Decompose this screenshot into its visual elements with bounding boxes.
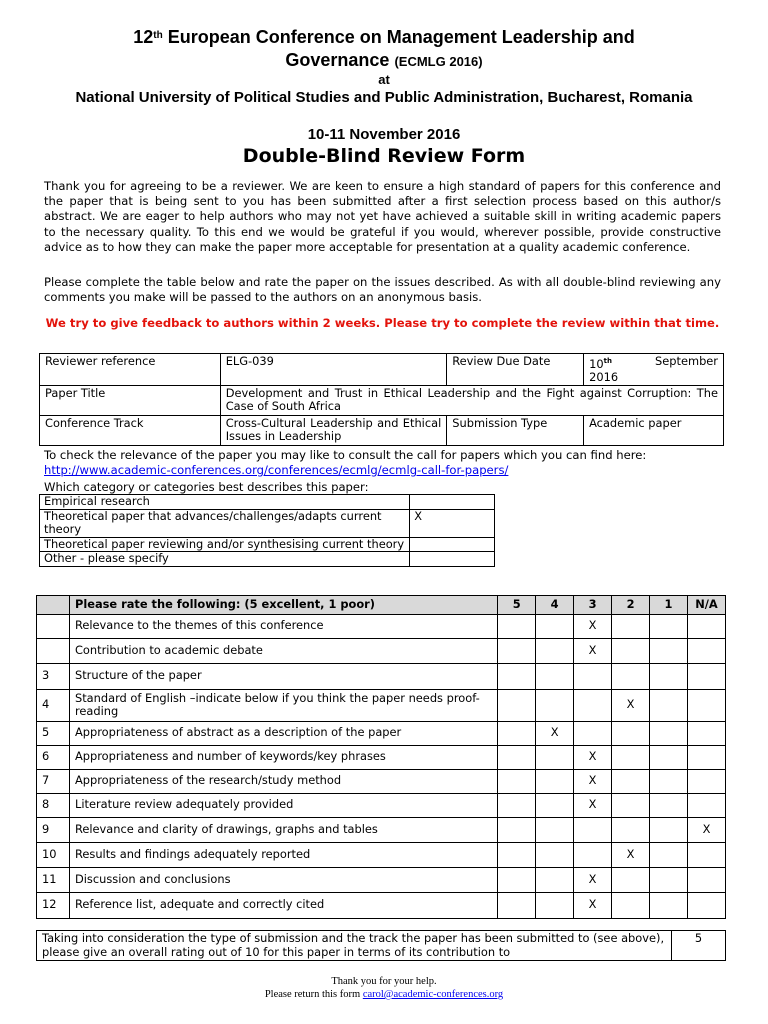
rating-cell[interactable] — [574, 721, 612, 745]
title-ordinal: th — [153, 30, 163, 41]
rating-cell[interactable] — [498, 793, 536, 817]
category-mark[interactable]: X — [410, 509, 495, 537]
rating-cell[interactable] — [536, 892, 574, 918]
contact-email-link[interactable]: carol@academic-conferences.org — [362, 989, 504, 1000]
rating-cell[interactable]: X — [612, 689, 650, 721]
category-mark[interactable] — [410, 552, 495, 567]
rating-cell[interactable] — [612, 892, 650, 918]
rating-cell[interactable] — [687, 867, 725, 892]
rating-cell[interactable] — [498, 892, 536, 918]
rating-header: Please rate the following: (5 excellent, 1 poor) — [69, 596, 497, 615]
return-text: Please return this form — [264, 989, 361, 1000]
rating-cell[interactable] — [612, 817, 650, 842]
rating-cell[interactable] — [650, 721, 688, 745]
rating-col-5: 5 — [498, 596, 536, 615]
rating-criterion: Results and findings adequately reported — [69, 842, 497, 867]
rating-cell[interactable] — [498, 721, 536, 745]
relevance-instruction: To check the relevance of the paper you may like to consult the call for papers which you can find here: — [44, 448, 647, 462]
rating-cell[interactable] — [498, 769, 536, 793]
rating-cell[interactable] — [536, 638, 574, 663]
due-date-label: Review Due Date — [447, 354, 584, 386]
overall-rating-table — [36, 930, 726, 961]
rating-cell[interactable] — [498, 867, 536, 892]
title-line1: European Conference on Management Leadership and — [167, 27, 635, 47]
call-for-papers-link[interactable]: http://www.academic-conferences.org/conferences/ecmlg/ecmlg-call-for-papers/ — [44, 463, 509, 477]
rating-col-1: 1 — [650, 596, 688, 615]
rating-criterion: Appropriateness and number of keywords/key phrases — [69, 745, 497, 769]
rating-cell[interactable] — [498, 745, 536, 769]
rating-cell[interactable] — [536, 745, 574, 769]
due-day: 10 — [589, 356, 604, 371]
rating-row-number: 3 — [37, 663, 70, 689]
category-mark[interactable] — [410, 495, 495, 510]
rating-row — [37, 614, 726, 638]
rating-row — [37, 721, 726, 745]
footer-return — [0, 988, 768, 1001]
rating-cell[interactable] — [574, 817, 612, 842]
title-number: 12 — [133, 27, 154, 47]
rating-cell[interactable] — [574, 663, 612, 689]
title-abbr: (ECMLG 2016) — [394, 54, 483, 69]
rating-cell[interactable] — [687, 842, 725, 867]
reviewer-ref-value[interactable]: ELG-039 — [220, 354, 447, 386]
rating-cell[interactable] — [687, 663, 725, 689]
rating-cell[interactable] — [650, 614, 688, 638]
rating-cell[interactable] — [536, 614, 574, 638]
rating-criterion: Relevance and clarity of drawings, graphs and tables — [69, 817, 497, 842]
rating-row — [37, 638, 726, 663]
rating-cell[interactable] — [612, 721, 650, 745]
table-row — [40, 509, 495, 537]
table-row — [40, 552, 495, 567]
rating-criterion: Discussion and conclusions — [69, 867, 497, 892]
rating-table — [36, 595, 726, 919]
category-question: Which category or categories best describes this paper: — [44, 480, 369, 494]
rating-cell[interactable]: X — [574, 769, 612, 793]
rating-cell[interactable] — [687, 793, 725, 817]
rating-row-number: 12 — [37, 892, 70, 918]
rating-row-number: 8 — [37, 793, 70, 817]
rating-row-number — [37, 614, 70, 638]
rating-row — [37, 842, 726, 867]
rating-row — [37, 793, 726, 817]
due-month: September — [655, 354, 718, 368]
rating-cell[interactable] — [498, 842, 536, 867]
rating-cell[interactable] — [650, 892, 688, 918]
category-mark[interactable] — [410, 537, 495, 552]
rating-criterion: Appropriateness of abstract as a description of the paper — [69, 721, 497, 745]
rating-row-number: 5 — [37, 721, 70, 745]
rating-cell[interactable]: X — [574, 867, 612, 892]
footer-thanks: Thank you for your help. — [331, 976, 437, 987]
rating-cell[interactable] — [687, 638, 725, 663]
rating-cell[interactable] — [650, 817, 688, 842]
rating-cell[interactable]: X — [536, 721, 574, 745]
reviewer-ref-label: Reviewer reference — [40, 354, 221, 386]
rating-cell[interactable] — [650, 769, 688, 793]
rating-header-row — [37, 596, 726, 615]
rating-cell[interactable] — [687, 614, 725, 638]
rating-cell[interactable]: X — [574, 614, 612, 638]
rating-cell[interactable] — [612, 867, 650, 892]
rating-row — [37, 817, 726, 842]
rating-col-3: 3 — [574, 596, 612, 615]
category-label: Theoretical paper reviewing and/or synthesising current theory — [40, 537, 410, 552]
rating-cell[interactable] — [498, 689, 536, 721]
rating-cell[interactable] — [650, 867, 688, 892]
rating-num-header — [37, 596, 70, 615]
rating-cell[interactable]: X — [574, 745, 612, 769]
rating-row-number — [37, 638, 70, 663]
rating-cell[interactable] — [498, 638, 536, 663]
university-name: National University of Political Studies and Public Administration, Bucharest, Romania — [75, 89, 693, 106]
rating-cell[interactable]: X — [687, 817, 725, 842]
overall-score[interactable]: 5 — [672, 931, 726, 961]
rating-cell[interactable] — [612, 614, 650, 638]
rating-cell[interactable] — [536, 817, 574, 842]
rating-cell[interactable] — [612, 745, 650, 769]
rating-cell[interactable] — [687, 689, 725, 721]
track-label: Conference Track — [40, 415, 221, 445]
rating-cell[interactable] — [687, 769, 725, 793]
paper-title-label: Paper Title — [40, 385, 221, 415]
rating-col-4: 4 — [536, 596, 574, 615]
rating-cell[interactable] — [650, 689, 688, 721]
conference-title — [30, 26, 738, 73]
rating-row-number: 9 — [37, 817, 70, 842]
rating-cell[interactable] — [687, 892, 725, 918]
rating-cell[interactable] — [687, 745, 725, 769]
submission-type-label: Submission Type — [447, 415, 584, 445]
paper-details-table — [39, 353, 724, 446]
rating-cell[interactable] — [536, 769, 574, 793]
rating-cell[interactable] — [650, 842, 688, 867]
category-label: Other - please specify — [40, 552, 410, 567]
intro-paragraph-1: Thank you for agreeing to be a reviewer. We are keen to ensure a high standard of papers for this conference and the paper that is being sent to you has been submitted after a first selection process based on this author/s abstract. We are eager to help authors who may not yet have achieved a suitable skill in writing academic papers to the necessary quality. To this end we would be grateful if you would, wherever possible, provide constructive advice as to how they can make the paper more acceptable for presentation at a quality academic conference. — [44, 179, 721, 254]
rating-row-number: 4 — [37, 689, 70, 721]
rating-criterion: Literature review adequately provided — [69, 793, 497, 817]
rating-row-number: 7 — [37, 769, 70, 793]
rating-row — [37, 867, 726, 892]
table-row — [40, 354, 724, 386]
rating-cell[interactable] — [650, 663, 688, 689]
rating-cell[interactable] — [574, 689, 612, 721]
rating-row — [37, 892, 726, 918]
table-row — [40, 385, 724, 415]
rating-criterion: Reference list, adequate and correctly cited — [69, 892, 497, 918]
track-value[interactable]: Cross-Cultural Leadership and Ethical Issues in Leadership — [220, 415, 447, 445]
rating-cell[interactable]: X — [574, 892, 612, 918]
rating-cell[interactable] — [687, 721, 725, 745]
rating-cell[interactable] — [574, 842, 612, 867]
rating-criterion: Structure of the paper — [69, 663, 497, 689]
category-table — [39, 494, 495, 567]
due-date-value[interactable] — [584, 354, 724, 386]
rating-cell[interactable]: X — [612, 842, 650, 867]
due-year: 2016 — [589, 369, 619, 384]
rating-criterion: Standard of English –indicate below if you think the paper needs proof-reading — [69, 689, 497, 721]
table-row — [40, 495, 495, 510]
rating-cell[interactable]: X — [574, 638, 612, 663]
conference-dates: 10-11 November 2016 — [307, 126, 461, 143]
form-title: Double-Blind Review Form — [242, 145, 526, 167]
table-row — [37, 931, 726, 961]
rating-criterion: Relevance to the themes of this conference — [69, 614, 497, 638]
rating-cell[interactable] — [612, 769, 650, 793]
rating-cell[interactable] — [612, 793, 650, 817]
rating-cell[interactable] — [536, 842, 574, 867]
rating-cell[interactable] — [498, 614, 536, 638]
rating-cell[interactable] — [536, 663, 574, 689]
submission-type-value[interactable]: Academic paper — [584, 415, 724, 445]
rating-cell[interactable] — [536, 867, 574, 892]
rating-row-number: 11 — [37, 867, 70, 892]
rating-row — [37, 745, 726, 769]
at-label: at — [378, 72, 390, 87]
rating-row — [37, 689, 726, 721]
rating-cell[interactable] — [650, 638, 688, 663]
rating-cell[interactable] — [498, 817, 536, 842]
table-row — [40, 415, 724, 445]
rating-cell[interactable]: X — [574, 793, 612, 817]
rating-row — [37, 769, 726, 793]
rating-row — [37, 663, 726, 689]
rating-row-number: 6 — [37, 745, 70, 769]
feedback-notice: We try to give feedback to authors within 2 weeks. Please try to complete the review within that time. — [45, 316, 720, 330]
rating-cell[interactable] — [536, 689, 574, 721]
rating-criterion: Appropriateness of the research/study method — [69, 769, 497, 793]
table-row — [40, 537, 495, 552]
rating-row-number: 10 — [37, 842, 70, 867]
rating-col-na: N/A — [687, 596, 725, 615]
rating-cell[interactable] — [536, 793, 574, 817]
rating-cell[interactable] — [650, 745, 688, 769]
rating-cell[interactable] — [498, 663, 536, 689]
rating-cell[interactable] — [612, 663, 650, 689]
rating-cell[interactable] — [650, 793, 688, 817]
overall-question: Taking into consideration the type of submission and the track the paper has been submitted to (see above), please give an overall rating out of 10 for this paper in terms of its contribution to — [37, 931, 672, 961]
category-label: Theoretical paper that advances/challenges/adapts current theory — [40, 509, 410, 537]
rating-criterion: Contribution to academic debate — [69, 638, 497, 663]
due-ordinal: th — [603, 357, 612, 365]
rating-cell[interactable] — [612, 638, 650, 663]
title-line2: Governance — [285, 50, 390, 70]
rating-col-2: 2 — [612, 596, 650, 615]
relevance-text — [44, 448, 721, 478]
paper-title-value[interactable]: Development and Trust in Ethical Leadership and the Fight against Corruption: The Case of South Africa — [220, 385, 723, 415]
category-label: Empirical research — [40, 495, 410, 510]
intro-paragraph-2: Please complete the table below and rate the paper on the issues described. As with all double-blind reviewing any comments you make will be passed to the authors on an anonymous basis. — [44, 275, 721, 305]
